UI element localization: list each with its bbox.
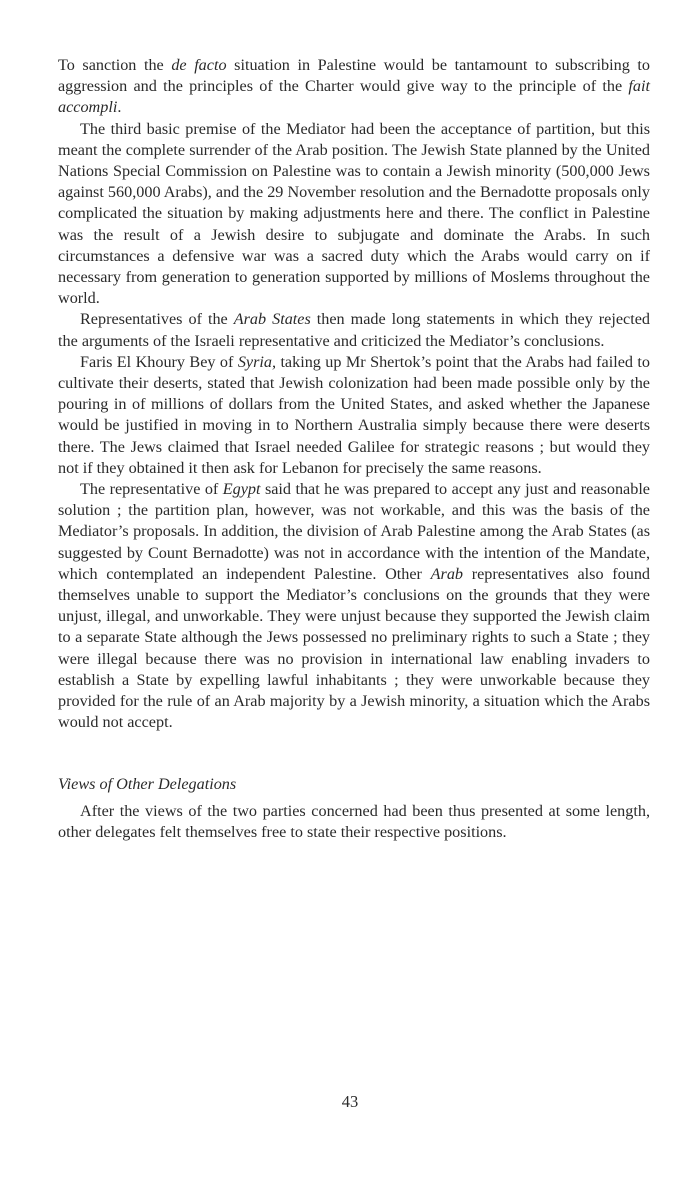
text-run: The representative of: [80, 480, 223, 499]
italic-text: fait accompli: [58, 77, 650, 117]
closing-paragraph: After the views of the two parties concerned had been thus presented at some length, other delegates felt themselves free to state their respective positions.: [58, 801, 650, 841]
text-run: Representatives of the: [80, 310, 234, 329]
text-run: situation in Palestine would be tantamount to subscribing to aggression and the principles of the Charter would give way to the principle of the: [58, 56, 650, 96]
text-run: Faris El Khoury Bey of: [80, 352, 238, 371]
text-run: To sanction the: [58, 56, 172, 74]
paragraph: [58, 352, 650, 479]
paragraph: [58, 479, 650, 733]
paragraph: [58, 55, 650, 119]
italic-text: Arab States: [233, 310, 311, 329]
page-number: 43: [341, 1092, 359, 1111]
italic-text: de facto: [171, 56, 227, 74]
body-text: [58, 55, 650, 734]
text-run: then made long statements in which they rejected the arguments of the Israeli representative and criticized the Mediator’s conclusions.: [58, 310, 651, 350]
paragraph: [58, 309, 650, 351]
paragraph: [58, 119, 650, 310]
text-run: representatives also found themselves unable to support the Mediator’s conclusions on the grounds that they were unjust, illegal, and unworkable. They were unjust because they supported the Jewish claim to a separate State although the Jews possessed no preliminary rights to such a State ; they were illegal because there was no provision in international law enabling invaders to establish a State by expelling lawful inhabitants ; they were unworkable because they provided for the rule of an Arab majority by a Jewish minority, a situation which the Arabs would not accept.: [58, 564, 651, 732]
text-run: taking up Mr Shertok’s point that the Arabs had failed to cultivate their deserts, stated that Jewish colonization had been made possible only by the pouring in of millions of dollars from the United States, and asked whether the Japanese would be justified in moving in to Northern Australia simply because there were deserts there. The Jews claimed that Israel needed Galilee for strategic reasons ; but would they not if they obtained it then ask for Lebanon for precisely the same reasons.: [58, 352, 650, 477]
text-run: .: [117, 98, 122, 117]
italic-text: Egypt: [222, 480, 261, 499]
italic-text: Arab: [430, 564, 464, 583]
text-run: said that he was prepared to accept any just and reasonable solution ; the partition plan, however, was not workable, and this was the basis of the Mediator’s proposals. In addition, the division of Arab Palestine among the Arab States (as suggested by Count Bernadotte) was not in accordance with the intention of the Mandate, which contemplated an independent Palestine. Other: [58, 480, 650, 583]
italic-text: Syria,: [237, 352, 277, 371]
text-run: The third basic premise of the Mediator had been the acceptance of partition, but this meant the complete surrender of the Arab position. The Jewish State planned by the United Nations Special Commission on Palestine was to contain a Jewish minority (500,000 Jews against 560,000 Arabs), and the 29 November resolution and the Bernadotte proposals only complicated the situation by making adjustments here and there. The conflict in Palestine was the result of a Jewish desire to subjugate and dominate the Arabs. In such circumstances a defensive war was a sacred duty which the Arabs would carry on if necessary from generation to generation supported by millions of Moslems throughout the world.: [58, 119, 650, 308]
section-heading: Views of Other Delegations: [58, 774, 237, 793]
